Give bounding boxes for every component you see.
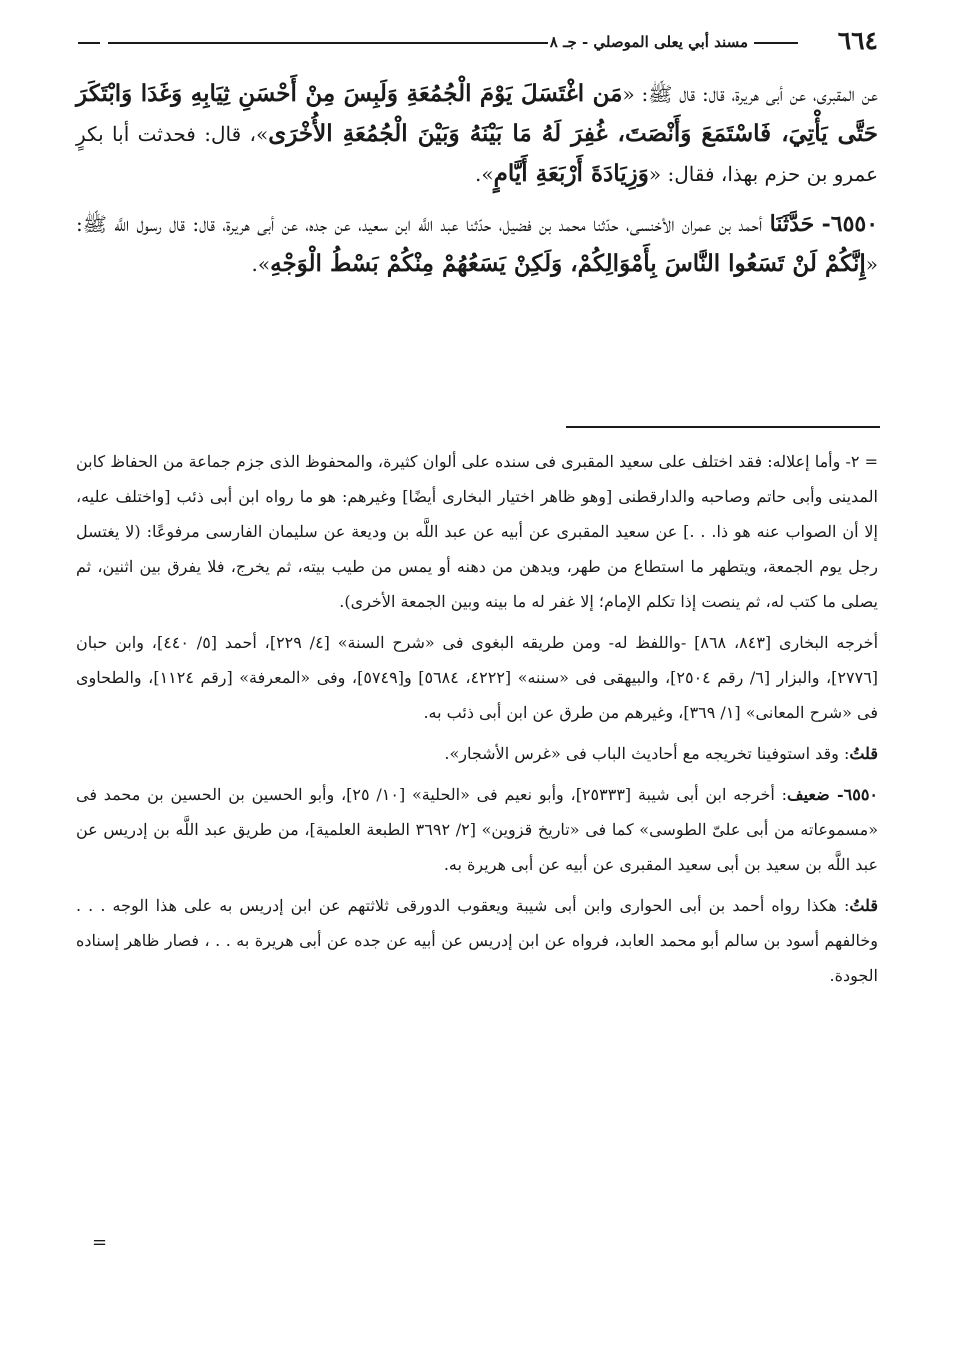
page-number: ٦٦٤ xyxy=(837,26,878,55)
header-rule xyxy=(754,42,798,44)
footnote-label: قلتُ xyxy=(849,744,878,763)
hadith-6550 xyxy=(76,204,878,284)
footnote-paragraph: = ٢- وأما إعلاله: فقد اختلف على سعيد المقبرى فى سنده على ألوان كثيرة، والمحفوظ الذى جزم جماعة من الحفاظ كابن المدينى وأبى حاتم وصاحبه والدارقطنى [وهو ظاهر اختيار البخارى أيضًا] وغيرهم: هو ما رواه ابن أبى ذئب [واختلف عليه، إلا أن الصواب عنه هو ذا. . .] عن سعيد المقبرى عن أبيه عن عبد اللَّه بن وديعة عن سليمان الفارسى مرفوعًا: (لا يغتسل رجل يوم الجمعة، ويتطهر ما استطاع من طهر، ويدهن من دهنه أو يمس من طيب بيته، ثم يخرج، فلا يفرق بين اثنين، ثم يصلى ما كتب له، ثم ينصت إذا تكلم الإمام؛ إلا غفر له ما بينه وبين الجمعة الأخرى). xyxy=(76,452,879,611)
continuation-mark: = xyxy=(92,1232,108,1253)
narration-text: ». xyxy=(474,162,494,186)
header-rule xyxy=(108,42,548,44)
narration-text: »، قال: فحدثت أبا بكرٍ عمرو بن حزم بهذا، فقال: « xyxy=(76,122,878,186)
footnote-paragraph: أخرجه البخارى [٨٤٣، ٨٦٨] -واللفظ له- ومن طريقه البغوى فى «شرح السنة» [٤/ ٢٢٩]، أحمد [٥/ ٤٤٠]، وابن حبان [٢٧٧٦]، والبزار [٦/ رقم ٢٥٠٤]، والبيهقى فى «سننه» [٤٢٢٢، ٥٦٨٤] و[٥٧٤٩]، وفى «المعرفة» [رقم ١١٢٤]، والطحاوى فى «شرح المعانى» [١/ ٣٦٩]، وغيرهم من طرق عن ابن أبى ذئب به. xyxy=(76,633,879,722)
hadith-number: ٦٥٥٠- xyxy=(821,211,879,237)
footnote-paragraph xyxy=(76,777,878,882)
footnote-text: : هكذا رواه أحمد بن أبى الحوارى وابن أبى شيبة ويعقوب الدورقى ثلاثتهم عن ابن إدريس به على هذا الوجه . . . وخالفهم أسود بن سالم أبو محمد العابد، فرواه عن ابن إدريس عن أبيه عن جده عن أبى هريرة به . . ، فصار ظاهر إسناده الجودة. xyxy=(76,896,878,985)
prophetic-text: مَن اغْتَسَلَ يَوْمَ الْجُمُعَةِ وَلَبِسَ مِنْ أَحْسَنِ ثِيَابِهِ وَغَدَا وَابْتَكَرَ حَتَّى يَأْتِيَ، فَاسْتَمَعَ وَأَنْصَتَ، غُفِرَ لَهُ مَا بَيْنَهُ وَبَيْنَ الْجُمُعَةِ الأُخْرَى xyxy=(76,80,878,147)
haddathana-word: حَدَّثَنَا xyxy=(769,211,815,237)
footnote-label: قلتُ xyxy=(849,896,878,915)
hadith-6549-ending xyxy=(76,74,878,194)
prophetic-text: إِنَّكُمْ لَنْ تَسَعُوا النَّاسَ بِأَمْوَالِكُمْ، وَلَكِنْ يَسَعُهُمْ مِنْكُمْ بَسْطُ الْوَجْهِ xyxy=(270,250,866,277)
running-title: مسند أبي يعلى الموصلي - جـ ٨ xyxy=(549,33,748,51)
header-dash xyxy=(78,42,100,44)
footnote-separator xyxy=(566,426,880,428)
prophetic-text: وَزِيَادَةَ أَرْبَعَةِ أَيَّامٍ xyxy=(493,160,649,187)
footnote-label: ٦٥٥٠- ضعيف xyxy=(787,785,879,804)
isnad-text: أحمد بن عمران الأخنسى، حدّثنا محمد بن فضيل، حدّثنا عبد اللَّه ابن سعيد، عن جده، عن أبى هريرة، قال: قال رسول اللَّه ﷺ: « xyxy=(76,212,878,276)
footnote-paragraph xyxy=(76,888,878,993)
footnote-text: : أخرجه ابن أبى شيبة [٢٥٣٣٣]، وأبو نعيم فى «الحلية» [١٠/ ٢٥]، وأبو الحسين بن الحسين بن محمد فى «مسموعاته من أبى علىّ الطوسى» كما فى «تاريخ قزوين» [٢/ ٣٦٩٢ الطبعة العلمية]، من طريق عبد اللَّه بن إدريس عن عبد اللَّه بن سعيد بن أبى سعيد المقبرى عن أبيه عن أبى هريرة به. xyxy=(76,785,879,874)
main-text xyxy=(76,74,878,284)
footnotes xyxy=(76,444,878,993)
footnote-text: : وقد استوفينا تخريجه مع أحاديث الباب فى «غرس الأشجار». xyxy=(444,744,850,763)
narration-text: عن المقبرى، عن أبى هريرة، قال: قال ﷺ: « xyxy=(622,82,878,106)
page-header xyxy=(78,26,878,60)
footnote-paragraph xyxy=(76,736,878,771)
narration-text: ». xyxy=(251,252,271,276)
